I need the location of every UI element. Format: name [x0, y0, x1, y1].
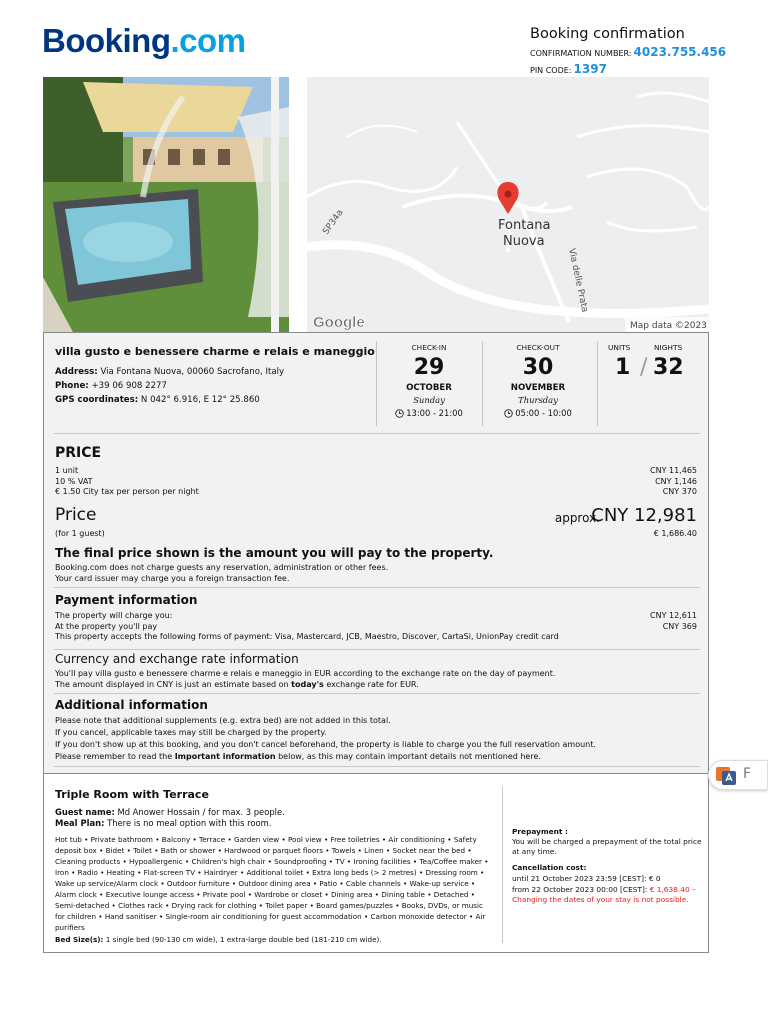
currency-heading: Currency and exchange rate information: [55, 652, 299, 666]
additional-heading: Additional information: [55, 698, 208, 712]
divider: [502, 786, 503, 943]
map-attribution: Map data ©2023: [630, 321, 707, 331]
location-map[interactable]: [307, 77, 709, 332]
price-heading: PRICE: [55, 445, 102, 461]
payment-values: CNY 12,611 CNY 369: [650, 611, 697, 631]
check-in: CHECK-IN 29 OCTOBER Sunday 13:00 - 21:00: [376, 343, 482, 418]
check-in-weekday: Sunday: [413, 395, 445, 405]
confirmation-number-row: CONFIRMATION NUMBER: 4023.755.456: [530, 45, 727, 59]
units-count: 1: [615, 355, 631, 380]
divider: [54, 693, 700, 694]
guest-name: Md Anower Hossain / for max. 3 people.: [117, 807, 285, 817]
units-nights-slash: /: [640, 355, 648, 380]
nights-count: 32: [653, 355, 684, 380]
clock-icon: [504, 409, 513, 418]
currency-text: You'll pay villa gusto e benessere charme e relais e maneggio in EUR according to the exchange rate on the day of payment. The amount displayed in CNY is just an estimate based on today's exchange rate for EUR.: [55, 669, 556, 689]
nights-label: NIGHTS: [654, 343, 683, 352]
pin-code: 1397: [573, 62, 607, 76]
room-title: Triple Room with Terrace: [55, 788, 209, 801]
road-label: SP34a: [321, 207, 346, 237]
room-facilities: Hot tub • Private bathroom • Balcony • Terrace • Garden view • Pool view • Free toiletries • Air conditioning • Safety deposit box • Bidet • Toilet • Bath or shower • Hardwood or parquet floors • Towels • Linen • Socket near the bed • Cleaning products • Hypoallergenic • Children's high chair • Soundproofing • TV • Ironing facilities • Tea/Coffee maker • Iron • Radio • Heating • Flat-screen TV • Hairdryer • Additional toilet • Extra long beds (> 2 metres) • Dressing room • Wake up service/Alarm clock • Outdoor furniture • Outdoor dining area • Patio • Cable channels • Wake-up service • Alarm clock • Executive lounge access • Private pool • Wardrobe or closet • Dining area • Dining table • Detached • Semi-detached • Clothes rack • Drying rack for clothing • Toilet paper • Board games/puzzles • Books, DVDs, or music for children • Hand sanitiser • Single-room air conditioning for guest accommodation • Carbon monoxide detector • Air purifiers: [55, 835, 489, 932]
property-address: Via Fontana Nuova, 00060 Sacrofano, Italy: [100, 367, 285, 377]
additional-text: Please note that additional supplements (e.g. extra bed) are not added in this total. If you cancel, applicable taxes may still be charged by the property. If you don't show up at this booking, and you don't cancel beforehand, the property is liable to charge you the full reservation amount. Please remember to read the Important information below, as this may contain important details not mentioned here.: [55, 716, 596, 761]
property-name: villa gusto e benessere charme e relais e maneggio: [55, 345, 375, 358]
google-logo: Google: [313, 314, 365, 331]
payment-text: The property will charge you: At the property you'll pay This property accepts the following forms of payment: Visa, Mastercard, JCB, Maestro, Discover, CartaSi, UnionPay credit card: [55, 611, 559, 641]
floating-translate-widget[interactable]: [708, 760, 768, 790]
final-price-text: Booking.com does not charge guests any reservation, administration or other fees. Your card issuer may charge you a foreign transaction fee.: [55, 563, 389, 583]
prepayment-text: You will be charged a prepayment of the total price at any time.: [512, 837, 702, 856]
cancellation-text: until 21 October 2023 23:59 [CEST]: € 0 from 22 October 2023 00:00 [CEST]: € 1,638.40 – Changing the dates of your stay is not possible.: [512, 874, 696, 904]
payment-heading: Payment information: [55, 593, 198, 607]
property-photo: [43, 77, 289, 332]
check-out-weekday: Thursday: [518, 395, 558, 405]
property-info: Address: Via Fontana Nuova, 00060 Sacrofano, Italy Phone: +39 06 908 2277 GPS coordinates: N 042° 6.916, E 12° 25.860: [55, 367, 285, 405]
divider: [54, 433, 700, 434]
translate-icon[interactable]: [714, 764, 738, 788]
room-guest-info: Guest name: Md Anower Hossain / for max. 3 people. Meal Plan: There is no meal option with this room.: [55, 807, 285, 828]
check-in-time: 13:00 - 21:00: [406, 408, 463, 418]
bed-sizes: Bed Size(s): 1 single bed (90-130 cm wide), 1 extra-large double bed (181-210 cm wide).: [55, 935, 382, 944]
meal-plan: There is no meal option with this room.: [107, 818, 272, 828]
units-label: UNITS: [608, 343, 631, 352]
approx-label: approx.: [554, 511, 600, 525]
final-price-heading: The final price shown is the amount you will pay to the property.: [55, 546, 494, 560]
pin-code-row: PIN CODE: 1397: [530, 62, 607, 76]
divider: [597, 341, 598, 426]
guest-count: (for 1 guest): [55, 529, 105, 538]
clock-icon: [395, 409, 404, 418]
check-in-day: 29: [413, 355, 445, 380]
confirmation-number: 4023.755.456: [633, 45, 727, 59]
prepayment-heading: Prepayment :: [512, 827, 568, 836]
price-lines: 1 unit 10 % VAT € 1.50 City tax per person per night: [55, 466, 199, 496]
property-phone[interactable]: +39 06 908 2277: [91, 381, 167, 391]
important-info-link: Important information: [174, 752, 276, 761]
divider: [54, 649, 700, 650]
confirmation-title: Booking confirmation: [530, 26, 685, 42]
check-out-time: 05:00 - 10:00: [515, 408, 572, 418]
property-gps: N 042° 6.916, E 12° 25.860: [140, 395, 260, 405]
room-section: [43, 774, 709, 953]
check-out: CHECK-OUT 30 NOVEMBER Thursday 05:00 - 10:00: [485, 343, 591, 418]
confirmation-block: [530, 26, 726, 76]
check-out-month: NOVEMBER: [510, 383, 566, 393]
cancellation-heading: Cancellation cost:: [512, 863, 587, 872]
price-values: CNY 11,465 CNY 1,146 CNY 370: [650, 466, 697, 496]
check-out-day: 30: [522, 355, 554, 380]
divider: [54, 766, 700, 767]
widget-label: F: [743, 766, 752, 782]
map-place-label: Nuova: [503, 234, 545, 249]
divider: [54, 587, 700, 588]
total-price-eur: € 1,686.40: [653, 529, 697, 538]
booking-details-card: [43, 332, 709, 774]
booking-logo: Booking.com: [42, 22, 246, 59]
map-place-label: Fontana: [498, 218, 551, 233]
total-price-label: Price: [55, 505, 97, 525]
road-label: Via delle Prata: [566, 247, 590, 314]
divider: [482, 341, 483, 426]
check-in-month: OCTOBER: [406, 383, 452, 393]
total-price-cny: CNY 12,981: [591, 505, 697, 526]
